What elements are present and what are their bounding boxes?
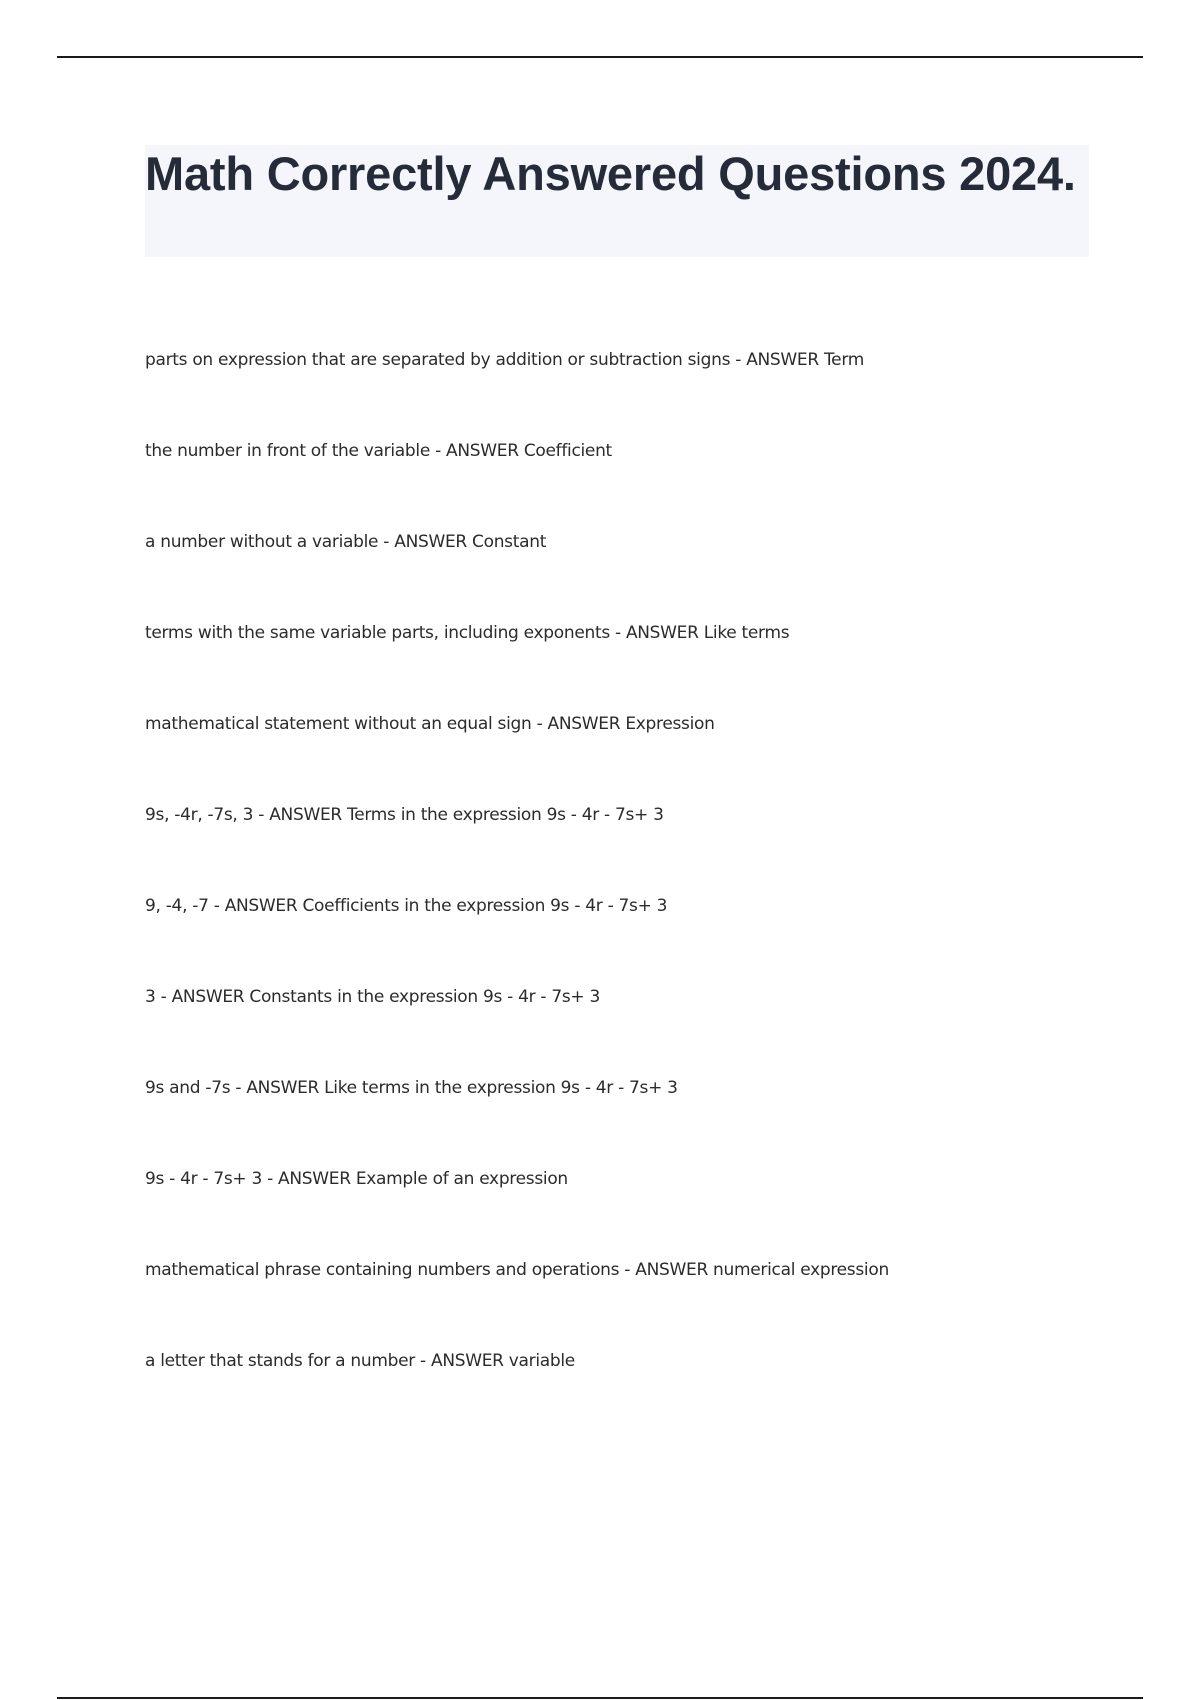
qa-item: [145, 439, 1145, 530]
qa-item: [145, 1076, 1145, 1167]
qa-separator: -: [253, 805, 270, 825]
qa-separator: -: [155, 987, 172, 1007]
qa-item: [145, 1349, 1145, 1440]
qa-question: parts on expression that are separated by addition or subtraction signs: [145, 350, 731, 370]
qa-separator: -: [208, 896, 225, 916]
qa-answer: ANSWER Constant: [394, 532, 547, 552]
qa-separator: -: [429, 441, 447, 461]
qa-answer: ANSWER Terms in the expression 9s - 4r - 7s+ 3: [269, 805, 664, 825]
qa-answer: ANSWER Term: [746, 350, 864, 370]
qa-separator: -: [378, 532, 395, 552]
qa-item: [145, 803, 1145, 894]
qa-answer: ANSWER Example of an expression: [278, 1169, 568, 1189]
qa-answer: ANSWER Constants in the expression 9s - 4r - 7s+ 3: [171, 987, 600, 1007]
qa-separator: -: [531, 714, 548, 734]
qa-question: a number without a variable: [145, 532, 379, 552]
qa-question: 3: [145, 987, 156, 1007]
qa-answer: ANSWER numerical expression: [635, 1260, 889, 1280]
qa-question: 9s and -7s: [145, 1078, 231, 1098]
qa-answer: ANSWER Like terms in the expression 9s - 4r - 7s+ 3: [246, 1078, 678, 1098]
qa-item: [145, 530, 1145, 621]
qa-list: [145, 348, 1145, 1440]
qa-item: [145, 621, 1145, 712]
qa-separator: -: [609, 623, 626, 643]
qa-answer: ANSWER Coefficient: [446, 441, 612, 461]
qa-item: [145, 985, 1145, 1076]
qa-separator: -: [230, 1078, 247, 1098]
qa-question: terms with the same variable parts, including exponents: [145, 623, 610, 643]
qa-question: 9s, -4r, -7s, 3: [145, 805, 254, 825]
qa-question: mathematical statement without an equal sign: [145, 714, 532, 734]
qa-item: [145, 712, 1145, 803]
bottom-rule: [57, 1697, 1143, 1699]
qa-answer: ANSWER Coefficients in the expression 9s - 4r - 7s+ 3: [224, 896, 668, 916]
qa-question: 9s - 4r - 7s+ 3: [145, 1169, 262, 1189]
qa-separator: -: [730, 350, 747, 370]
qa-separator: -: [262, 1169, 279, 1189]
qa-answer: ANSWER variable: [430, 1351, 575, 1371]
qa-separator: -: [619, 1260, 636, 1280]
qa-item: [145, 894, 1145, 985]
qa-question: a letter that stands for a number: [145, 1351, 415, 1371]
qa-item: [145, 348, 1145, 439]
qa-answer: ANSWER Like terms: [625, 623, 790, 643]
qa-separator: -: [414, 1351, 431, 1371]
qa-item: [145, 1167, 1145, 1258]
qa-answer: ANSWER Expression: [547, 714, 715, 734]
top-rule: [57, 56, 1143, 58]
document-title: Math Correctly Answered Questions 2024.: [145, 147, 1076, 200]
qa-question: the number in front of the variable: [145, 441, 430, 461]
title-block: [145, 145, 1089, 257]
qa-question: mathematical phrase containing numbers and operations: [145, 1260, 620, 1280]
qa-question: 9, -4, -7: [145, 896, 209, 916]
qa-item: [145, 1258, 1145, 1349]
